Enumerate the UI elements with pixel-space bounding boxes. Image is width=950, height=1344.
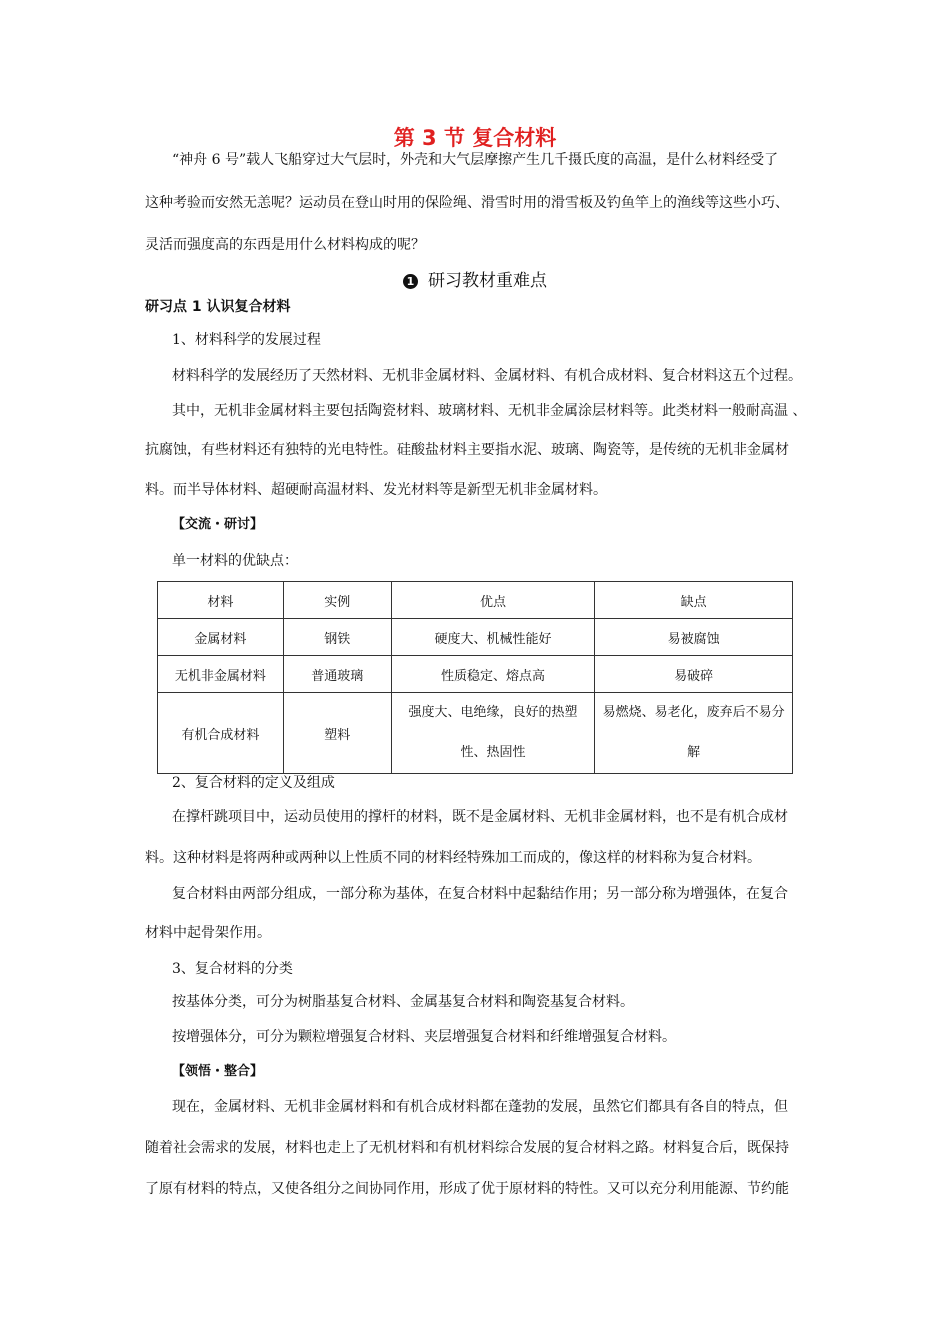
paragraph-1-line-4: 料。而半导体材料、超硬耐高温材料、发光材料等是新型无机非金属材料。 [145, 482, 607, 498]
table-cell: 有机合成材料 [158, 693, 284, 774]
table-header-cell: 优点 [391, 582, 595, 619]
paragraph-3-line-1: 按基体分类，可分为树脂基复合材料、金属基复合材料和陶瓷基复合材料。 [172, 994, 634, 1010]
table-cell-text: 强度大、电绝缘，良好的热塑性、热固性 [408, 705, 578, 760]
insight-tag: 【领悟・整合】 [172, 1064, 264, 1079]
exchange-tag: 【交流・研讨】 [172, 517, 264, 532]
table-caption: 单一材料的优缺点： [172, 553, 298, 569]
table-cell: 易被腐蚀 [595, 619, 793, 656]
table-row [158, 619, 793, 656]
intro-line-1: “神舟 6 号”载人飞船穿过大气层时，外壳和大气层摩擦产生几千摄氏度的高温，是什么材料经受了 [172, 152, 779, 168]
table-cell [391, 693, 595, 774]
study-point-heading: 研习点 1 认识复合材料 [145, 299, 291, 315]
section-label: 研习教材重难点 [428, 271, 547, 291]
intro-line-2: 这种考验而安然无恙呢？运动员在登山时用的保险绳、滑雪时用的滑雪板及钓鱼竿上的渔线等这些小巧、 [145, 195, 789, 211]
table-cell: 易破碎 [595, 656, 793, 693]
table-row [158, 693, 793, 774]
paragraph-2-line-1: 在撑杆跳项目中，运动员使用的撑杆的材料，既不是金属材料、无机非金属材料，也不是有机合成材 [172, 809, 788, 825]
table-header-cell: 实例 [283, 582, 391, 619]
materials-table [157, 581, 793, 774]
subheading-1: 1、材料科学的发展过程 [172, 332, 321, 348]
numbered-bullet-icon: 1 [403, 274, 418, 289]
table-header-cell: 材料 [158, 582, 284, 619]
table-cell: 硬度大、机械性能好 [391, 619, 595, 656]
subheading-2: 2、复合材料的定义及组成 [172, 775, 335, 791]
paragraph-3-line-2: 按增强体分，可分为颗粒增强复合材料、夹层增强复合材料和纤维增强复合材料。 [172, 1029, 676, 1045]
table-cell: 无机非金属材料 [158, 656, 284, 693]
paragraph-2-line-3: 复合材料由两部分组成，一部分称为基体，在复合材料中起黏结作用；另一部分称为增强体，在复合 [172, 886, 788, 902]
paragraph-1-line-3: 抗腐蚀，有些材料还有独特的光电特性。硅酸盐材料主要指水泥、玻璃、陶瓷等，是传统的无机非金属材 [145, 442, 789, 458]
paragraph-2-line-4: 材料中起骨架作用。 [145, 925, 271, 941]
table-cell [595, 693, 793, 774]
paragraph-4-line-1: 现在，金属材料、无机非金属材料和有机合成材料都在蓬勃的发展，虽然它们都具有各自的特点，但 [172, 1099, 788, 1115]
paragraph-1-line-2: 其中，无机非金属材料主要包括陶瓷材料、玻璃材料、无机非金属涂层材料等。此类材料一般耐高温 、 [172, 403, 807, 419]
paragraph-4-line-3: 了原有材料的特点，又使各组分之间协同作用，形成了优于原材料的特性。又可以充分利用能源、节约能 [145, 1181, 789, 1197]
table-cell: 性质稳定、熔点高 [391, 656, 595, 693]
intro-line-3: 灵活而强度高的东西是用什么材料构成的呢？ [145, 237, 425, 253]
subheading-3: 3、复合材料的分类 [172, 961, 293, 977]
page-title: 第 3 节 复合材料 [393, 126, 557, 150]
table-header-cell: 缺点 [595, 582, 793, 619]
table-cell: 塑料 [283, 693, 391, 774]
table-row [158, 656, 793, 693]
table-cell: 金属材料 [158, 619, 284, 656]
table-cell: 普通玻璃 [283, 656, 391, 693]
table-cell-text: 易燃烧、易老化，废弃后不易分解 [602, 705, 785, 760]
paragraph-4-line-2: 随着社会需求的发展，材料也走上了无机材料和有机材料综合发展的复合材料之路。材料复合后，既保持 [145, 1140, 789, 1156]
paragraph-1-line-1: 材料科学的发展经历了天然材料、无机非金属材料、金属材料、有机合成材料、复合材料这五个过程。 [172, 368, 802, 384]
table-header-row [158, 582, 793, 619]
section-heading [0, 266, 950, 291]
paragraph-2-line-2: 料。这种材料是将两种或两种以上性质不同的材料经特殊加工而成的，像这样的材料称为复合材料。 [145, 850, 761, 866]
table-cell: 钢铁 [283, 619, 391, 656]
